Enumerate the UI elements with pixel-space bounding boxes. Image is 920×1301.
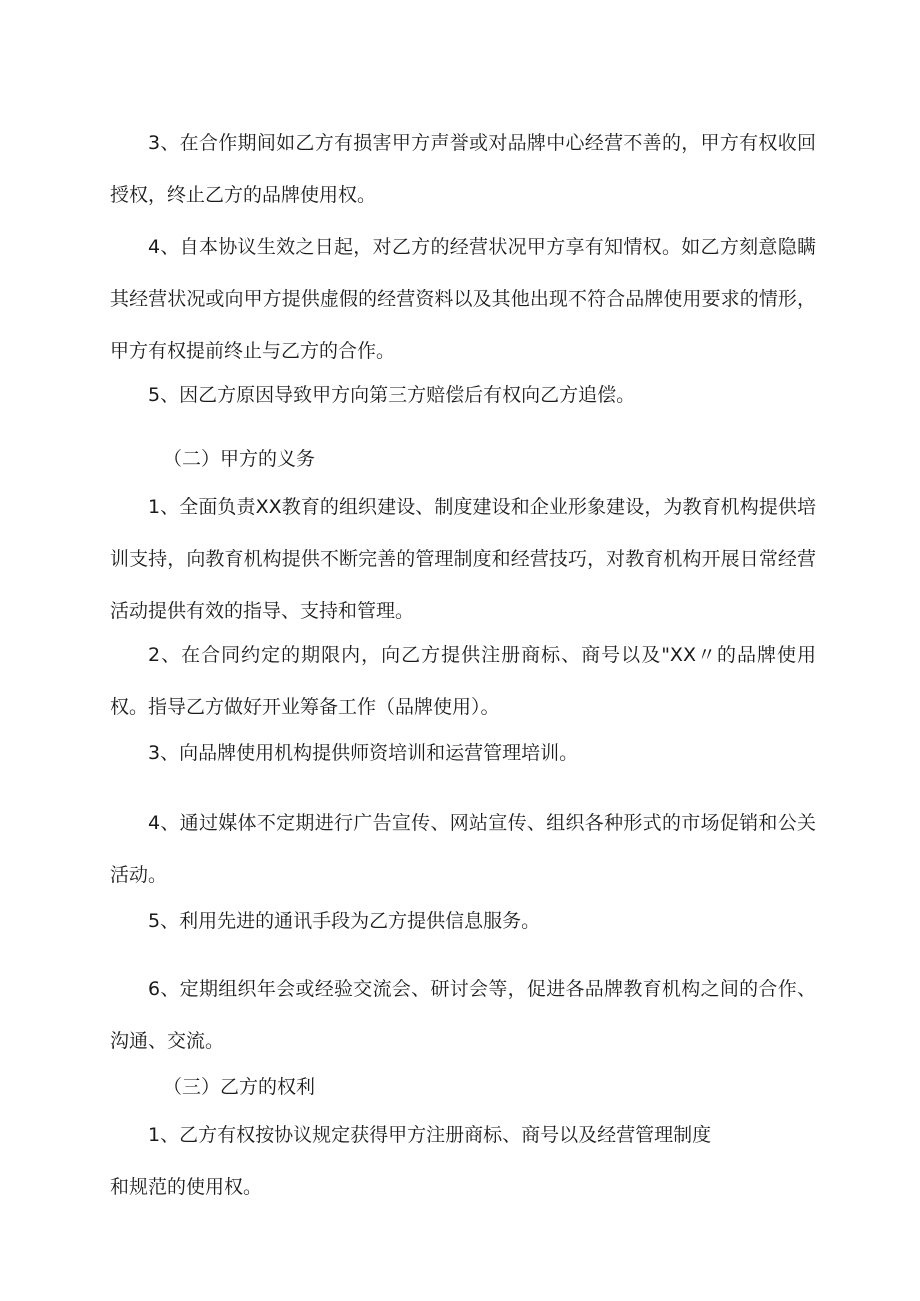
paragraph-obligation-5: 5、利用先进的通讯手段为乙方提供信息服务。	[148, 910, 541, 932]
paragraph-obligation-2: 2、在合同约定的期限内，向乙方提供注册商标、商号以及"XX〃的品牌使用权。指导乙方做好开业筹备工作（品牌使用）。	[110, 644, 816, 718]
paragraph-obligation-3: 3、向品牌使用机构提供师资培训和运营管理培训。	[148, 742, 579, 764]
section-heading-party-b-rights: （三）乙方的权利	[163, 1076, 316, 1098]
paragraph-right-3: 3、在合作期间如乙方有损害甲方声誉或对品牌中心经营不善的，甲方有权收回授权，终止乙方的品牌使用权。	[110, 132, 816, 206]
paragraph-obligation-1: 1、全面负责XX教育的组织建设、制度建设和企业形象建设，为教育机构提供培训支持，向教育机构提供不断完善的管理制度和经营技巧，对教育机构开展日常经营活动提供有效的指导、支持和管理。	[110, 496, 816, 622]
paragraph-right-4: 4、自本协议生效之日起，对乙方的经营状况甲方享有知情权。如乙方刻意隐瞒其经营状况或向甲方提供虚假的经营资料以及其他出现不符合品牌使用要求的情形，甲方有权提前终止与乙方的合作。	[110, 236, 816, 362]
paragraph-obligation-6: 6、定期组织年会或经验交流会、研讨会等，促进各品牌教育机构之间的合作、沟通、交流。	[110, 978, 816, 1052]
paragraph-right-b-1: 1、乙方有权按协议规定获得甲方注册商标、商号以及经营管理制度和规范的使用权。	[110, 1124, 712, 1198]
paragraph-right-5: 5、因乙方原因导致甲方向第三方赔偿后有权向乙方追偿。	[148, 384, 636, 406]
section-heading-party-a-obligations: （二）甲方的义务	[163, 448, 316, 470]
paragraph-obligation-4: 4、通过媒体不定期进行广告宣传、网站宣传、组织各种形式的市场促销和公关活动。	[110, 812, 816, 886]
